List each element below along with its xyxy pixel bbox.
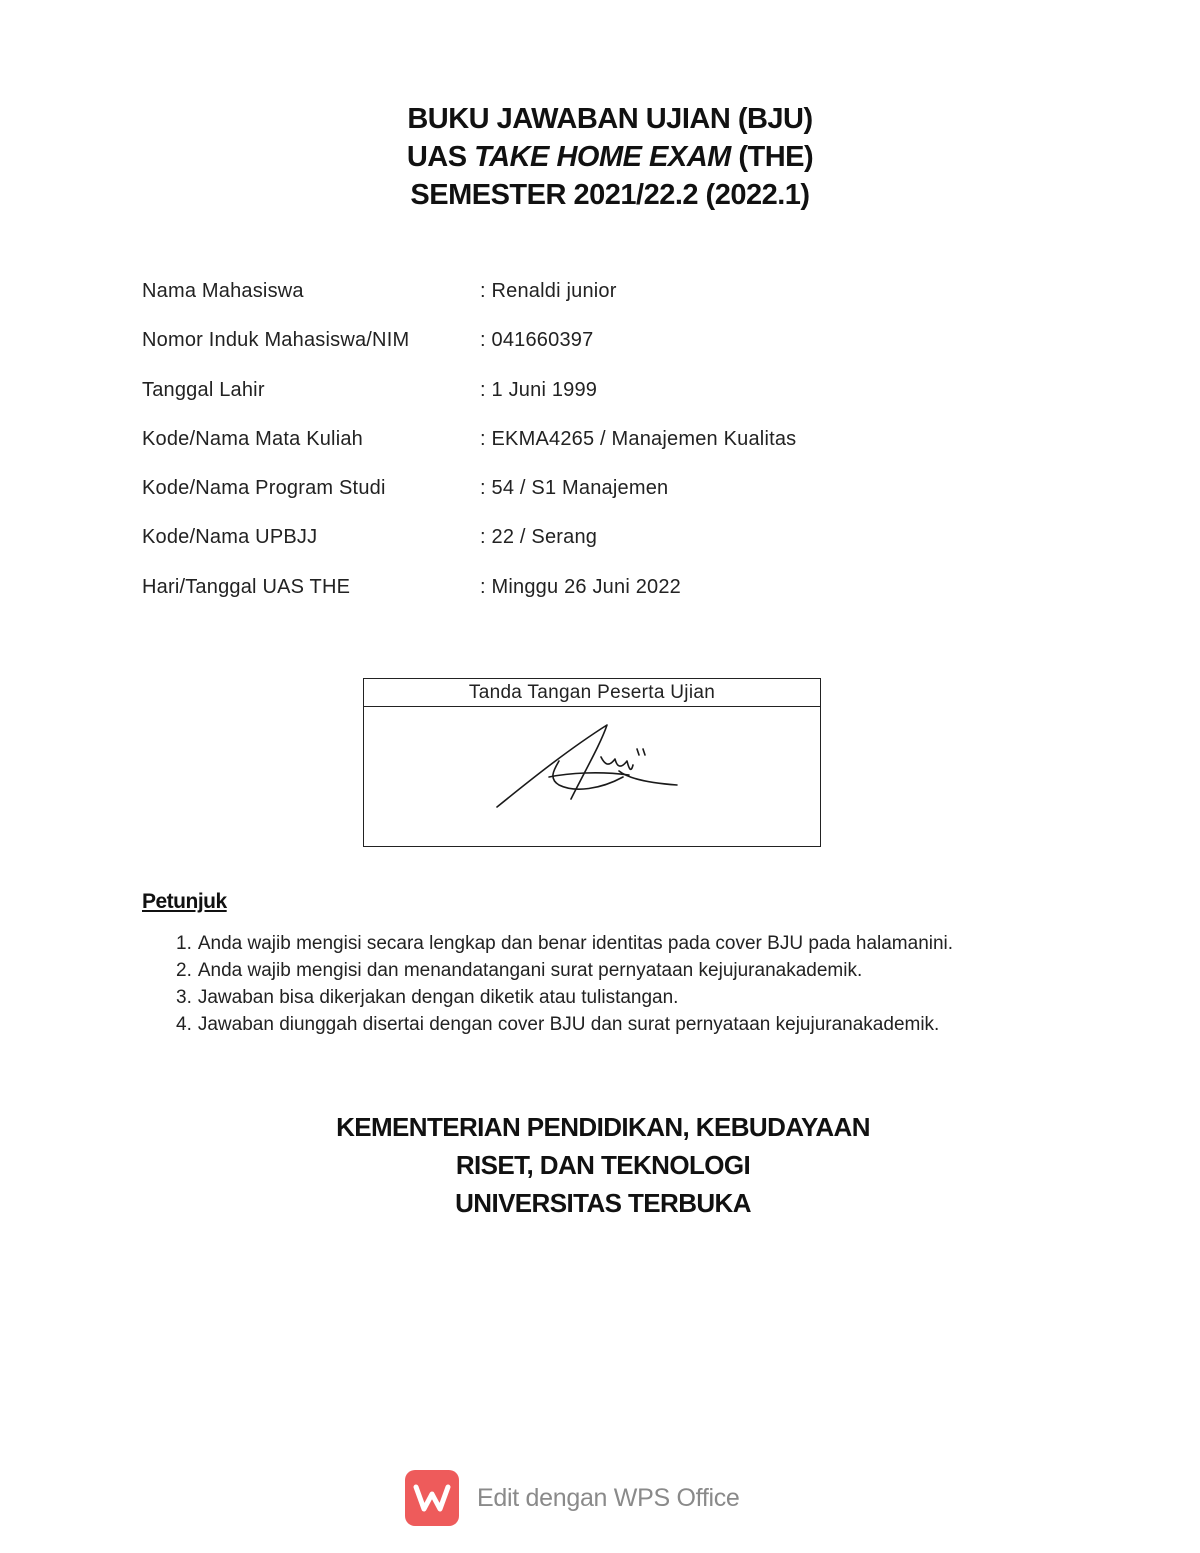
info-value: : Minggu 26 Juni 2022	[480, 575, 682, 598]
list-item-text: Anda wajib mengisi dan menandatangani surat pernyataan kejujuranakademik.	[197, 960, 863, 981]
info-value: : 22 / Serang	[480, 526, 598, 549]
list-item-text: Jawaban bisa dikerjakan dengan diketik atau tulistangan.	[197, 987, 679, 1008]
institution-footer	[0, 1108, 1200, 1222]
info-row-nim	[142, 323, 1042, 372]
info-value: : 1 Juni 1999	[480, 378, 598, 401]
info-row-tanggal-uas	[142, 570, 1042, 619]
list-item	[176, 984, 1102, 1011]
title-line-2	[0, 138, 1200, 176]
info-label: Kode/Nama Mata Kuliah	[142, 427, 363, 450]
footer-line-1: KEMENTERIAN PENDIDIKAN, KEBUDAYAAN	[336, 1112, 870, 1142]
info-label: Hari/Tanggal UAS THE	[142, 575, 351, 598]
edit-with-wps-button[interactable]	[405, 1470, 740, 1526]
instructions-list	[142, 930, 1102, 1038]
info-row-mata-kuliah	[142, 422, 1042, 471]
list-item-text: Anda wajib mengisi secara lengkap dan benar identitas pada cover BJU pada halamanini.	[197, 933, 954, 954]
info-value: : EKMA4265 / Manajemen Kualitas	[480, 427, 797, 450]
list-item	[176, 930, 1102, 957]
list-item	[176, 957, 1102, 984]
info-row-tanggal-lahir	[142, 373, 1042, 422]
info-label: Tanggal Lahir	[142, 378, 265, 401]
title-line-2-italic: TAKE HOME EXAM	[474, 141, 731, 173]
list-item	[176, 1011, 1102, 1038]
title-line-1: BUKU JAWABAN UJIAN (BJU)	[407, 103, 813, 135]
info-row-nama	[142, 274, 1042, 323]
list-item-text: Jawaban diunggah disertai dengan cover BJU dan surat pernyataan kejujuranakademik.	[197, 1014, 940, 1035]
list-item-number: 2.	[176, 960, 192, 981]
info-label: Nomor Induk Mahasiswa/NIM	[142, 329, 410, 352]
signature-area	[364, 707, 820, 845]
signature-box	[363, 678, 821, 847]
list-item-number: 3.	[176, 987, 192, 1008]
info-label: Nama Mahasiswa	[142, 280, 304, 302]
footer-line-3: UNIVERSITAS TERBUKA	[455, 1188, 751, 1218]
instructions-title: Petunjuk	[142, 890, 227, 913]
title-line-2-prefix: UAS	[406, 141, 475, 173]
handwritten-signature	[489, 719, 689, 819]
title-line-2-suffix: (THE)	[730, 141, 814, 173]
title-line-3: SEMESTER 2021/22.2 (2022.1)	[410, 179, 810, 211]
info-value: : Renaldi junior	[480, 280, 617, 302]
list-item-number: 1.	[176, 933, 192, 954]
info-value: : 54 / S1 Manajemen	[480, 477, 669, 500]
instructions-section	[142, 890, 1102, 1038]
wps-label: Edit dengan WPS Office	[477, 1483, 740, 1512]
info-value: : 041660397	[480, 329, 594, 352]
info-label: Kode/Nama UPBJJ	[142, 526, 318, 549]
info-label: Kode/Nama Program Studi	[142, 477, 386, 500]
info-row-program-studi	[142, 471, 1042, 520]
info-row-upbjj	[142, 520, 1042, 569]
document-title-block	[0, 100, 1200, 214]
list-item-number: 4.	[176, 1014, 192, 1035]
footer-line-2: RISET, DAN TEKNOLOGI	[455, 1150, 751, 1180]
student-info-table	[142, 274, 1042, 619]
wps-w-icon	[405, 1470, 459, 1526]
signature-header: Tanda Tangan Peserta Ujian	[364, 679, 820, 707]
